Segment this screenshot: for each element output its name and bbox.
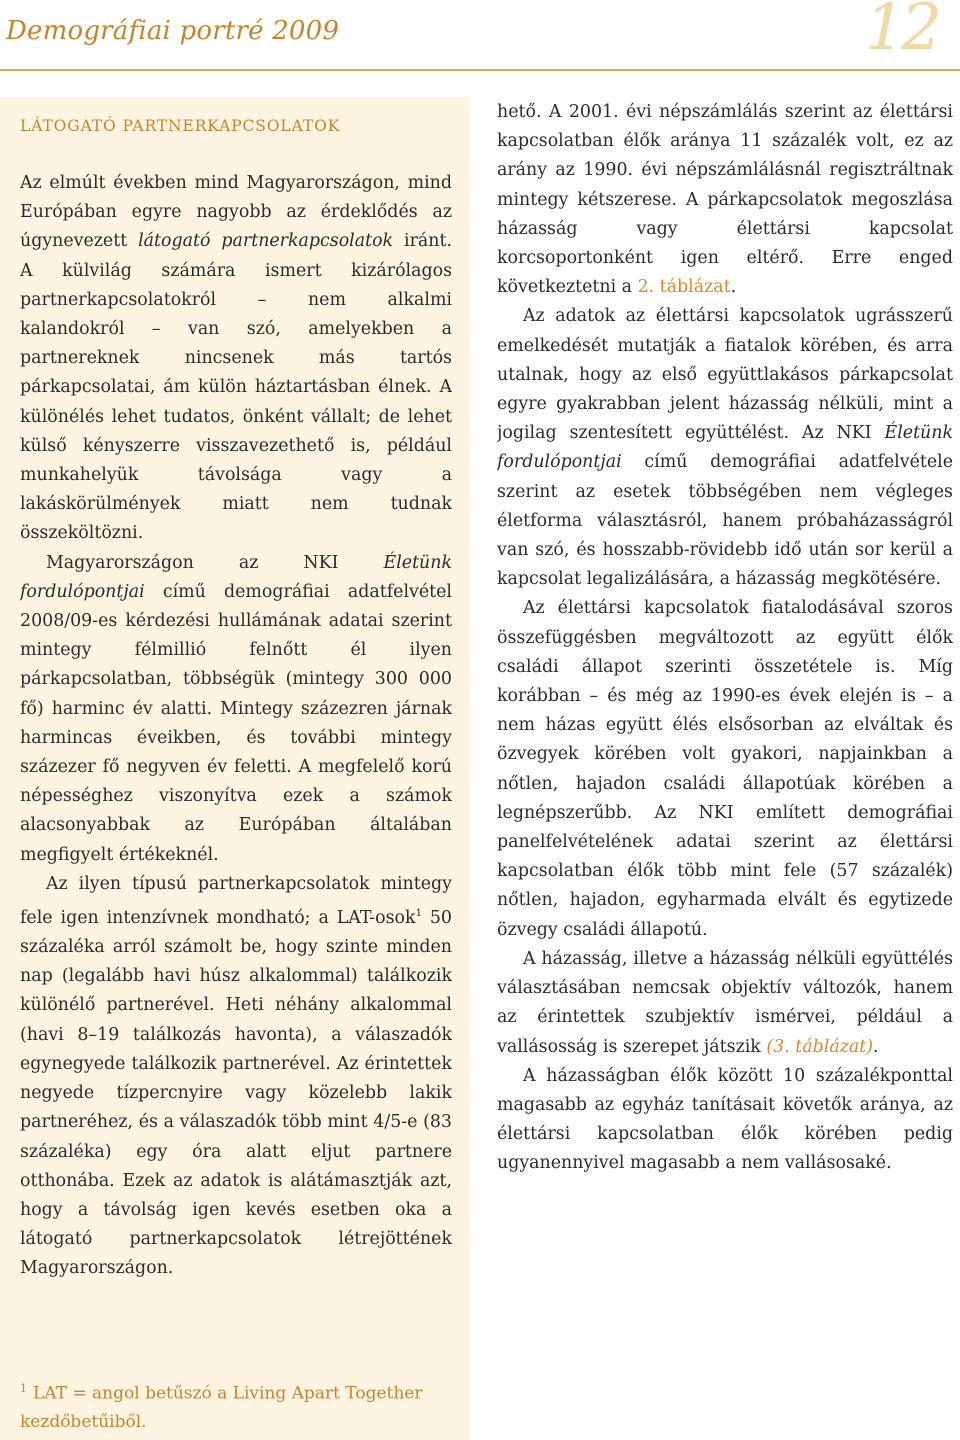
main-paragraph-1 <box>497 98 953 302</box>
main-paragraph-5: A házasságban élők között 10 százalékponttal magasabb az egyház tanításait követők aránya, az élettársi kapcsolatban élők körében pedig ugyanennyivel magasabb a nem vallásosaké. <box>497 1065 953 1174</box>
text-run: 50 százaléka arról számolt be, hogy szinte minden nap (legalább havi húsz alkalommal) találkozik különélő partnerével. Heti néhány alkalommal (havi 8–19 találkozás havonta), a válaszadók egynegyede találkozik partnerével. Az érintettek negyede tízpercnyire vagy közelebb lakik partneréhez, és a válaszadók több mint 4/5-e (83 százaléka) egy óra alatt eljut partnere otthonába. Ezek az adatok is alátámasztják azt, hogy a távolság igen kevés esetben oka a látogató partnerkapcsolatok létrejöttének Magyarországon. <box>20 907 452 1279</box>
text-run: . <box>873 1036 879 1057</box>
sidebar-paragraph-3 <box>20 870 452 1284</box>
running-title: Demográfiai portré 2009 <box>6 16 340 46</box>
footnote <box>20 1375 452 1436</box>
text-run: Magyarországon az NKI <box>46 552 384 573</box>
page-number: 12 <box>864 0 938 65</box>
table-reference-link[interactable]: (3. táblázat) <box>766 1036 874 1057</box>
footnote-text: LAT = angol betűszó a Living Apart Together kezdőbetűiből. <box>20 1383 423 1432</box>
text-run: Az elmúlt években mind Magyarországon, mind Európában egyre nagyobb az érdeklődés az úgynevezett <box>20 173 452 252</box>
main-column <box>497 98 953 1440</box>
italic-survey-title: Életünk fordulópontjai <box>497 423 953 473</box>
footnote-marker: 1 <box>20 1382 27 1395</box>
text-run: iránt. A külvilág számára ismert kizárólagos partnerkapcsolatokról – nem alkalmi kalandokról – van szó, amelyekben a partnereknek nincsenek más tartós párkapcsolatai, ám külön háztartásban élnek. A különélés lehet tudatos, önként vállalt; de lehet külső kényszerre visszavezethető is, például munkahelyük távolsága vagy a lakáskörülmények miatt nem tudnak összeköltözni. <box>20 231 452 544</box>
table-reference-link[interactable]: 2. táblázat <box>637 277 731 298</box>
main-paragraph-2 <box>497 302 953 594</box>
italic-survey-title: Életünk fordulópontjai <box>20 552 452 602</box>
text-run: című demográfiai adatfelvétele szerint az esetek többségében nem végleges életforma választásról, hanem próbaházasságról van szó, és hosszabb-rövidebb idő után sor kerül a kapcsolat legalizálására, a házasság megkötésére. <box>497 452 953 590</box>
text-run: A házasság, illetve a házasság nélküli együttélés választásában nemcsak objektív változók, hanem az érintettek szubjektív ismérvei, például a vallásosság is szerepet játszik <box>497 948 953 1057</box>
main-paragraph-4 <box>497 945 953 1062</box>
sidebar-paragraph-1 <box>20 169 452 549</box>
sidebar-title: LÁTOGATÓ PARTNERKAPCSOLATOK <box>20 117 341 135</box>
sidebar-paragraph-2 <box>20 549 452 870</box>
text-run: című demográfiai adatfelvétel 2008/09-es kérdezési hullámának adatai szerint mintegy félmillió felnőtt él ilyen párkapcsolatban, többségük (mintegy 300 000 fő) harminc év alatti. Mintegy százezren járnak harmincas éveikben, és további mintegy százezer fő negyven év feletti. A megfelelő korú népességhez viszonyítva ezek a számok alacsonyabbak az Európában általában megfigyelt értékeknél. <box>20 581 452 865</box>
header-rule <box>0 69 960 71</box>
text-run: Az adatok az élettársi kapcsolatok ugrásszerű emelkedését mutatják a fiatalok körében, és arra utalnak, hogy az első együttlakásos párkapcsolat egyre gyakrabban jelent házasság nélküli, mint a jogilag szentesített együttélést. Az NKI <box>497 306 953 444</box>
text-run: Az ilyen típusú partnerkapcsolatok mintegy fele igen intenzívnek mondható; a LAT-osok <box>20 873 452 928</box>
text-run: hető. A 2001. évi népszámlálás szerint az élettársi kapcsolatban élők aránya 11 százalék volt, ez az arány az 1990. évi népszámlálásnál regisztráltnak mintegy kétszerese. A párkapcsolatok megoszlása házasság vagy élettársi kapcsolat korcsoportonként igen eltérő. Erre enged következtetni a <box>497 102 953 298</box>
italic-term: látogató partnerkapcsolatok <box>138 231 394 252</box>
text-run: . <box>730 277 737 298</box>
footnote-ref[interactable]: 1 <box>415 908 422 920</box>
sidebar-box <box>0 97 470 1440</box>
main-paragraph-3: Az élettársi kapcsolatok fiatalodásával szoros összefüggésben megváltozott az együtt élők családi állapot szerinti összetétele is. Míg korábban – és még az 1990-es évek elején is – a nem házas együtt élés elsősorban az elváltak és özvegyek körében volt gyakori, napjainkban a nőtlen, hajadon családi állapotúak körében a legnépszerűbb. Az NKI említett demográfiai panelfelvételének adatai szerint az élettársi kapcsolatban élők több mint fele (57 százalék) nőtlen, hajadon, egyharmada elvált és egytizede özvegy családi állapotú. <box>497 598 953 940</box>
sidebar-body <box>20 169 452 1339</box>
